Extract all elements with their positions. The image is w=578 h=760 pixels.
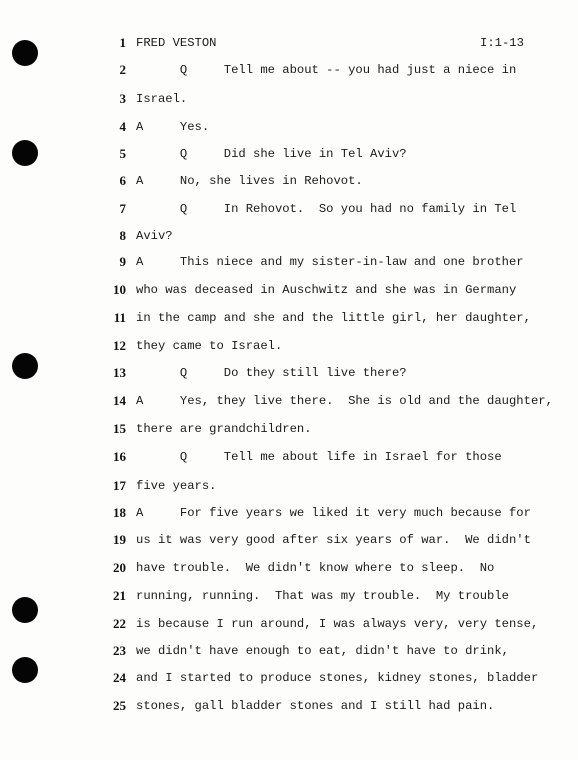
transcript-line: [0, 529, 578, 551]
transcript-line: [0, 475, 578, 497]
line-text: A Yes.: [136, 120, 210, 134]
line-text: have trouble. We didn't know where to sleep. No: [136, 561, 495, 575]
transcript-line: [0, 390, 578, 412]
line-text: Q Tell me about -- you had just a niece in: [136, 63, 517, 77]
line-number: 10: [113, 282, 126, 297]
line-number: 22: [113, 616, 126, 631]
line-text: who was deceased in Auschwitz and she was in Germany: [136, 283, 517, 297]
line-number: 4: [119, 119, 126, 134]
line-number: 17: [113, 478, 126, 493]
line-text: and I started to produce stones, kidney stones, bladder: [136, 671, 539, 685]
line-text: stones, gall bladder stones and I still had pain.: [136, 699, 495, 713]
line-number: 1: [119, 35, 126, 50]
line-text: A No, she lives in Rehovot.: [136, 174, 363, 188]
transcript-line: [0, 225, 578, 247]
transcript-line: [0, 502, 578, 524]
line-text: five years.: [136, 479, 217, 493]
line-number: 23: [113, 643, 126, 658]
line-text: Q Tell me about life in Israel for those: [136, 450, 502, 464]
transcript-line: [0, 170, 578, 192]
line-text: A For five years we liked it very much because for: [136, 506, 531, 520]
line-number: 2: [119, 62, 126, 77]
line-text: Aviv?: [136, 229, 173, 243]
line-text: A This niece and my sister-in-law and one brother: [136, 255, 524, 269]
line-text: Israel.: [136, 92, 188, 106]
line-text: in the camp and she and the little girl, her daughter,: [136, 311, 531, 325]
transcript-line: [0, 143, 578, 165]
line-text: Q Did she live in Tel Aviv?: [136, 147, 407, 161]
line-number: 8: [119, 228, 126, 243]
line-number: 7: [119, 201, 126, 216]
line-number: 3: [119, 91, 126, 106]
line-text: A Yes, they live there. She is old and the daughter,: [136, 394, 553, 408]
line-number: 20: [113, 560, 126, 575]
line-number: 11: [113, 310, 126, 325]
transcript-line: [0, 418, 578, 440]
line-number: 19: [113, 532, 126, 547]
line-text: they came to Israel.: [136, 339, 283, 353]
transcript-line: [0, 585, 578, 607]
transcript-line: [0, 335, 578, 357]
transcript-line: [0, 279, 578, 301]
line-number: 12: [113, 338, 126, 353]
line-number: 18: [113, 505, 126, 520]
transcript-line: [0, 362, 578, 384]
transcript-line: [0, 667, 578, 689]
line-number: 6: [119, 173, 126, 188]
line-text: Q In Rehovot. So you had no family in Tel: [136, 202, 517, 216]
transcript-line: [0, 59, 578, 81]
line-number: 5: [119, 146, 126, 161]
line-number: 14: [113, 393, 126, 408]
transcript-line: [0, 251, 578, 273]
transcript-line: [0, 116, 578, 138]
transcript-line: [0, 695, 578, 717]
line-text: there are grandchildren.: [136, 422, 312, 436]
transcript-line: [0, 88, 578, 110]
line-number: 25: [113, 698, 126, 713]
line-text: is because I run around, I was always very, very tense,: [136, 617, 539, 631]
line-text: FRED VESTON: [136, 36, 217, 50]
line-text: we didn't have enough to eat, didn't have to drink,: [136, 644, 509, 658]
line-text: Q Do they still live there?: [136, 366, 407, 380]
line-number: 13: [113, 365, 126, 380]
line-text: running, running. That was my trouble. My trouble: [136, 589, 509, 603]
line-number: 24: [113, 670, 126, 685]
transcript-line: [0, 613, 578, 635]
line-number: 16: [113, 449, 126, 464]
line-text: us it was very good after six years of war. We didn't: [136, 533, 531, 547]
transcript-line: [0, 557, 578, 579]
transcript-line: [0, 32, 578, 54]
transcript-line: [0, 446, 578, 468]
transcript-line: [0, 640, 578, 662]
line-number: 9: [119, 254, 126, 269]
transcript-line: [0, 307, 578, 329]
page-reference: I:1-13: [480, 36, 524, 50]
line-number: 15: [113, 421, 126, 436]
transcript-line: [0, 198, 578, 220]
line-number: 21: [113, 588, 126, 603]
